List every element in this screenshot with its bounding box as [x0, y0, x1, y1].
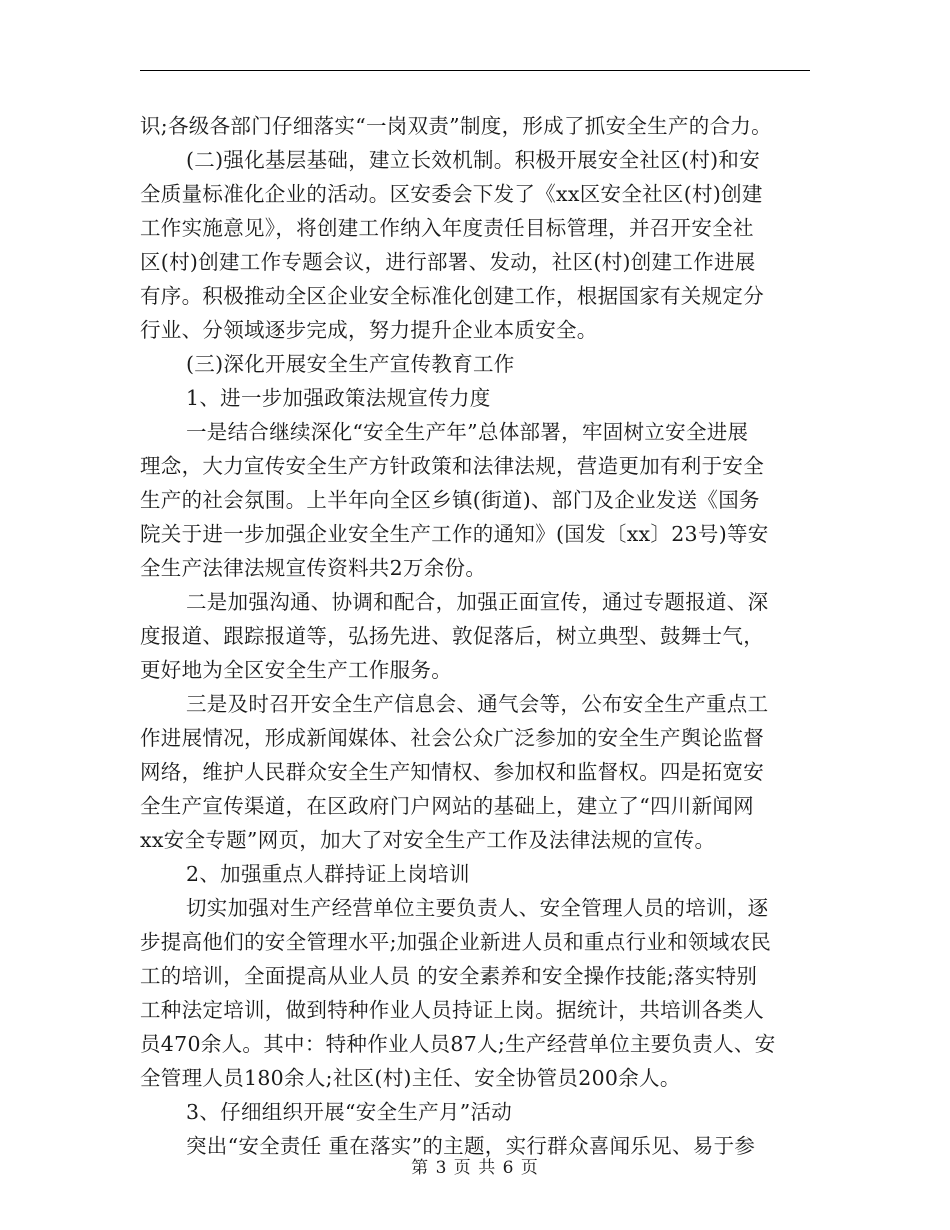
document-body	[140, 109, 820, 1163]
text-line: 二是加强沟通、协调和配合，加强正面宣传，通过专题报道、深	[186, 590, 769, 614]
text-line: 度报道、跟踪报道等，弘扬先进、敦促落后，树立典型、鼓舞士气，	[140, 624, 764, 648]
text-line: 切实加强对生产经营单位主要负责人、安全管理人员的培训，逐	[186, 896, 769, 920]
text-line: 识;各级各部门仔细落实“一岗双责”制度，形成了抓安全生产的合力。	[140, 114, 772, 138]
text-line: 更好地为全区安全生产工作服务。	[140, 658, 452, 682]
text-line: 工作实施意见》，将创建工作纳入年度责任目标管理，并召开安全社	[140, 216, 754, 240]
text-line: 全管理人员180余人;社区(村)主任、安全协管员200余人。	[140, 1066, 681, 1090]
text-line: 全生产法律法规宣传资料共2万余份。	[140, 556, 487, 580]
text-line: xx安全专题”网页，加大了对安全生产工作及法律法规的宣传。	[140, 828, 716, 852]
text-line: 员470余人。其中：特种作业人员87人;生产经营单位主要负责人、安	[140, 1032, 776, 1056]
text-line: 理念，大力宣传安全生产方针政策和法律法规，营造更加有利于安全	[140, 454, 764, 478]
text-line: 一是结合继续深化“安全生产年”总体部署，牢固树立安全进展	[186, 420, 749, 444]
page-number-footer: 第 3 页 共 6 页	[411, 1158, 539, 1178]
text-line: 三是及时召开安全生产信息会、通气会等，公布安全生产重点工	[186, 692, 769, 716]
text-line: 工种法定培训，做到特种作业人员持证上岗。据统计，共培训各类人	[140, 998, 764, 1022]
text-line: (二)强化基层基础，建立长效机制。积极开展安全社区(村)和安	[186, 148, 760, 172]
text-line: 区(村)创建工作专题会议，进行部署、发动，社区(村)创建工作进展	[140, 250, 756, 274]
text-line: 1、进一步加强政策法规宣传力度	[186, 386, 491, 410]
text-line: 行业、分领域逐步完成，努力提升企业本质安全。	[140, 318, 598, 342]
text-line: 3、仔细组织开展“安全生产月”活动	[186, 1100, 513, 1124]
text-line: 突出“安全责任 重在落实”的主题，实行群众喜闻乐见、易于参	[186, 1134, 756, 1158]
text-line: 工的培训，全面提高从业人员 的安全素养和安全操作技能;落实特别	[140, 964, 758, 988]
text-line: 院关于进一步加强企业安全生产工作的通知》(国发〔xx〕23号)等安	[140, 522, 769, 546]
text-line: 步提高他们的安全管理水平;加强企业新进人员和重点行业和领域农民	[140, 930, 772, 954]
text-line: 作进展情况，形成新闻媒体、社会公众广泛参加的安全生产舆论监督	[140, 726, 764, 750]
text-line: 2、加强重点人群持证上岗培训	[186, 862, 470, 886]
header-rule	[140, 70, 810, 71]
text-line: 生产的社会氛围。上半年向全区乡镇(街道)、部门及企业发送《国务	[140, 488, 760, 512]
text-line: 全质量标准化企业的活动。区安委会下发了《xx区安全社区(村)创建	[140, 182, 763, 206]
text-line: (三)深化开展安全生产宣传教育工作	[186, 352, 515, 376]
text-line: 全生产宣传渠道，在区政府门户网站的基础上，建立了“四川新闻网	[140, 794, 754, 818]
text-line: 网络，维护人民群众安全生产知情权、参加权和监督权。四是拓宽安	[140, 760, 764, 784]
text-line: 有序。积极推动全区企业安全标准化创建工作，根据国家有关规定分	[140, 284, 764, 308]
